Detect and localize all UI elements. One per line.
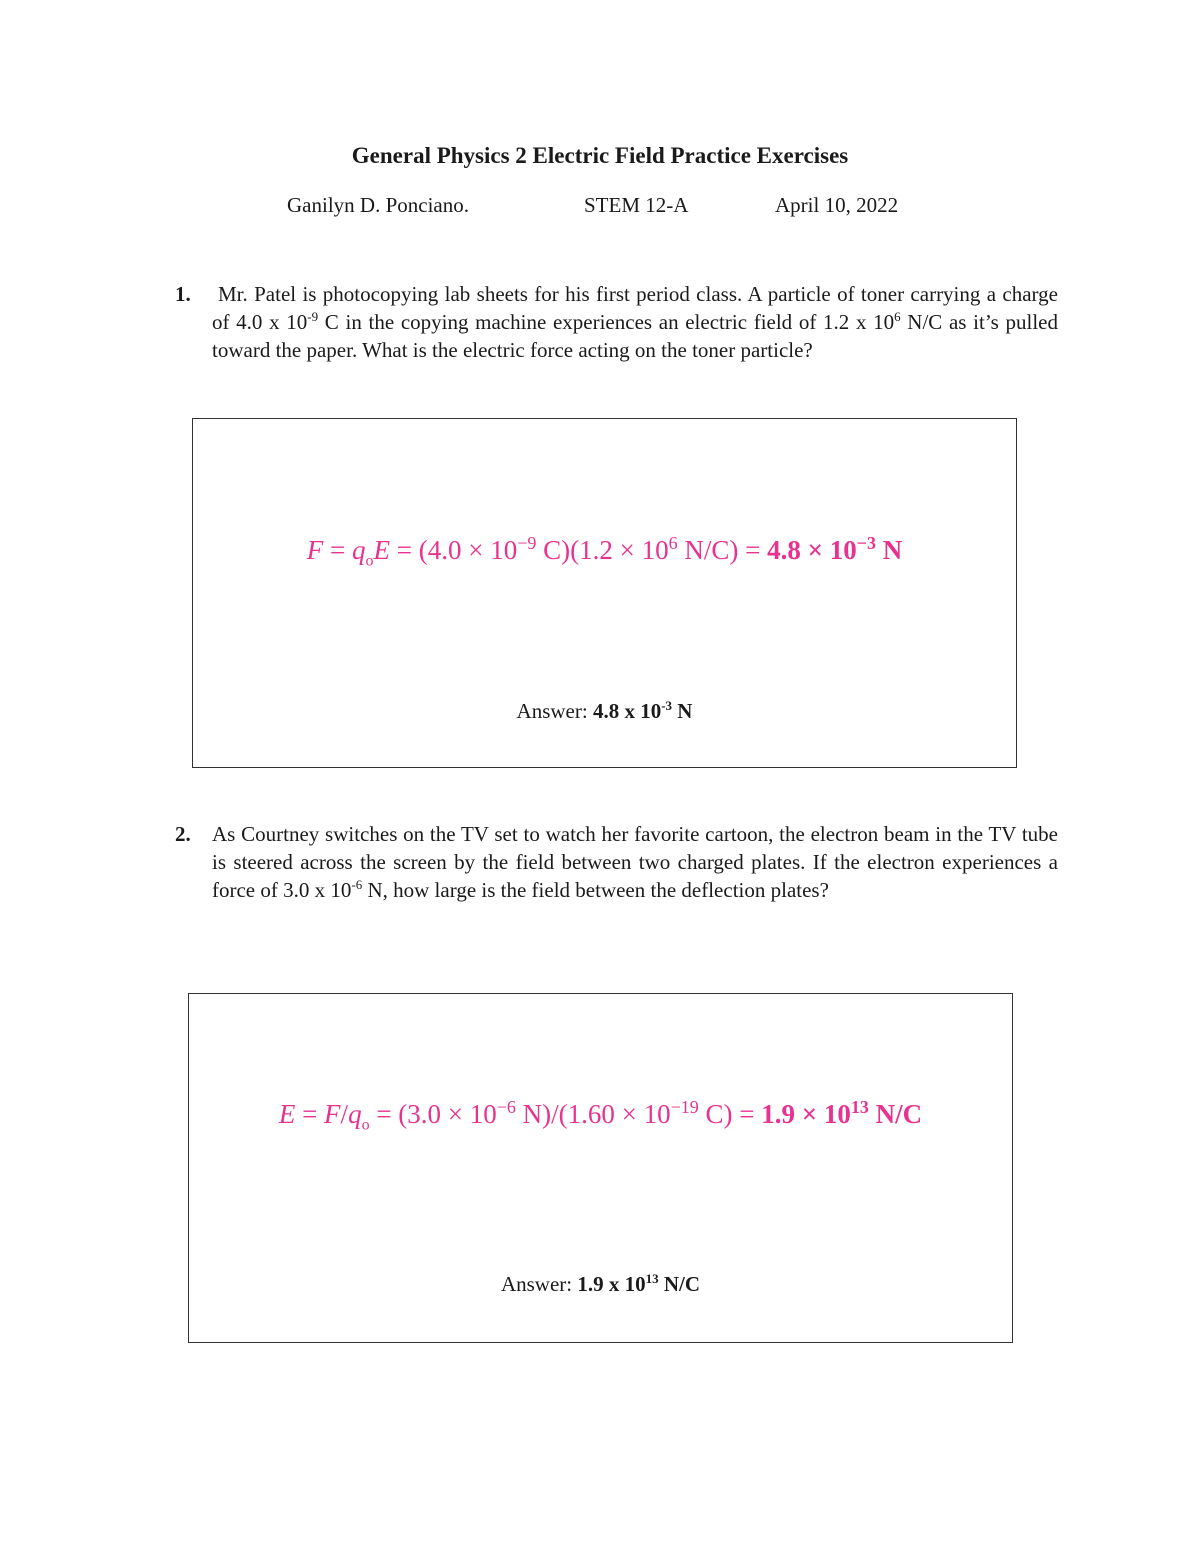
- question-text: Mr. Patel is photocopying lab sheets for his first period class. A particle of toner carrying a charge of 4.0 x $10^{-9}$ C in the copying machine experiences an electric field of 1.2 x $10^6$ N/C as it’s pulled toward the paper. What is the electric force acting on the toner particle?: [212, 282, 1058, 362]
- question-text: As Courtney switches on the TV set to watch her favorite cartoon, the electron beam in the TV tube is steered across the screen by the field between two charged plates. If the electron experiences a force of 3.0 x $10^{-6}$ N, how large is the field between the deflection plates?: [212, 822, 1058, 902]
- solution-box-2: [188, 993, 1013, 1343]
- document-title: General Physics 2 Electric Field Practice Exercises: [351, 143, 849, 168]
- equation-2: $E = F/q_o = (3.0 \times 10^{-6}$ $N)/(1.60 \times 10^{-19}$ $C) = 1.9 \times 10^{13}$ N/C: [278, 1097, 923, 1134]
- solution-box-1: [192, 418, 1017, 768]
- section: STEM 12-A: [584, 193, 689, 217]
- question-number: 2.: [175, 822, 191, 846]
- student-name: Ganilyn D. Ponciano.: [287, 193, 469, 217]
- answer-2: Answer: 1.9 x $10^{13}$ N/C: [500, 1271, 701, 1296]
- answer-1: Answer: 4.8 x $10^{-3}$ N: [516, 698, 693, 723]
- date: April 10, 2022: [775, 193, 899, 217]
- question-number: 1.: [175, 282, 191, 306]
- equation-1: $F = q_oE = (4.0 \times 10^{-9}$ $C)(1.2 \times 10^6$ $N/C) = 4.8 \times 10^{-3}$ N: [306, 533, 903, 570]
